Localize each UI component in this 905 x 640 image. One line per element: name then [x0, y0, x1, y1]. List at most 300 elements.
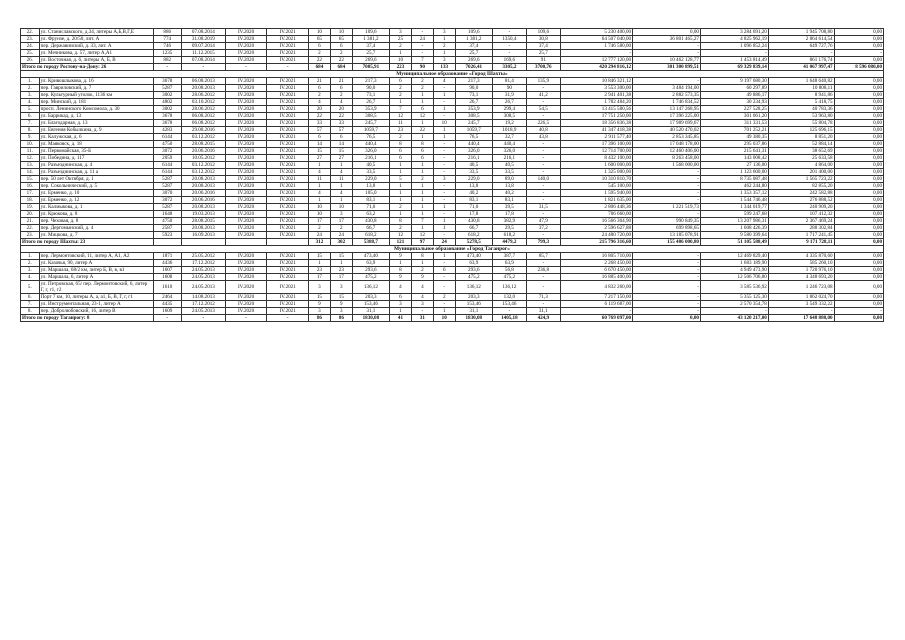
table-cell: 71,0: [352, 204, 389, 211]
table-cell: 9 197 680,30: [700, 78, 768, 85]
table-cell: 49 380,35: [700, 134, 768, 141]
table-cell: -: [267, 64, 309, 71]
table-cell: -: [834, 50, 883, 57]
table-cell: 06.08.2012: [181, 113, 225, 120]
table-cell: 618,2: [352, 232, 389, 239]
table-cell: 8 596 080,00: [834, 64, 883, 71]
table-cell: 216,1: [352, 155, 389, 162]
table-cell: 1 565 723,22: [768, 176, 834, 183]
table-cell: 1608: [153, 274, 181, 281]
table-cell: 0,00: [834, 190, 883, 197]
table-cell: 1: [433, 253, 455, 260]
table-cell: -: [492, 50, 526, 57]
table-cell: IV.2020: [225, 197, 267, 204]
table-cell: 1830,08: [352, 315, 389, 322]
table-cell: 1: [411, 204, 433, 211]
table-cell: 20: [330, 106, 352, 113]
table-cell: 20.06.2016: [181, 190, 225, 197]
table-cell: 1 648 640,82: [768, 78, 834, 85]
table-cell: -: [153, 315, 181, 322]
table-cell: 2587: [153, 225, 181, 232]
table-cell: 4 825 962,19: [700, 36, 768, 43]
table-cell: 17,8: [455, 211, 492, 218]
table-cell: 0,00: [834, 232, 883, 239]
table-cell: 83,1: [455, 197, 492, 204]
table-cell: IV.2020: [225, 225, 267, 232]
table-cell: IV.2021: [267, 281, 309, 294]
table-cell: 85,7: [526, 253, 560, 260]
table-cell: 8: [411, 253, 433, 260]
table-cell: -: [433, 141, 455, 148]
table-cell: 0,00: [834, 183, 883, 190]
table-cell: 0,00: [834, 267, 883, 274]
table-cell: 1 568 000,00: [633, 162, 701, 169]
table-cell: 201 400,00: [768, 169, 834, 176]
table-cell: 37,4: [455, 43, 492, 50]
table-cell: -: [633, 281, 701, 294]
table-cell: 1 381,2: [352, 36, 389, 43]
table-cell: 3002: [153, 106, 181, 113]
address-cell: ул. Победина, д. 117: [39, 155, 153, 162]
address-cell: ул. Баррикад, д. 13: [39, 113, 153, 120]
table-cell: -: [225, 315, 267, 322]
table-cell: 3 553 300,00: [560, 85, 632, 92]
table-cell: 24: [411, 36, 433, 43]
table-cell: -: [433, 274, 455, 281]
table-cell: IV.2021: [267, 169, 309, 176]
table-cell: 153,46: [492, 301, 526, 308]
table-cell: 1 717 241,45: [768, 232, 834, 239]
table-cell: 4: [411, 294, 433, 301]
table-row: [21, 294, 884, 301]
table-cell: 15: [330, 294, 352, 301]
table-cell: 2: [411, 85, 433, 92]
table-cell: 23.: [21, 232, 40, 239]
table-cell: 55 804,78: [768, 120, 834, 127]
table-cell: 326,0: [455, 148, 492, 155]
table-cell: 6144: [153, 134, 181, 141]
table-cell: 132,0: [492, 294, 526, 301]
table-cell: 0,00: [834, 120, 883, 127]
table-cell: -: [433, 148, 455, 155]
table-cell: 26.: [21, 57, 40, 64]
table-cell: 1: [390, 197, 412, 204]
table-cell: 311 331,53: [700, 120, 768, 127]
table-cell: 990 849,35: [633, 218, 701, 225]
table-cell: 12: [411, 232, 433, 239]
table-cell: 24.05.2013: [181, 308, 225, 315]
table-cell: 886: [153, 29, 181, 36]
table-cell: 229,0: [352, 176, 389, 183]
table-cell: 6: [390, 294, 412, 301]
table-cell: IV.2020: [225, 267, 267, 274]
table-cell: IV.2020: [225, 218, 267, 225]
address-cell: пер. Добролюбовский, 16, литер В: [39, 308, 153, 315]
table-cell: 3.: [21, 267, 40, 274]
table-cell: 24.05.2013: [181, 267, 225, 274]
table-cell: 8: [390, 218, 412, 225]
table-cell: 223: [390, 64, 412, 71]
table-cell: -: [526, 301, 560, 308]
table-cell: 269,6: [455, 57, 492, 64]
table-cell: 3 585 536,92: [700, 281, 768, 294]
table-cell: 1: [390, 190, 412, 197]
table-cell: 5 355 125,30: [700, 294, 768, 301]
table-row: [21, 232, 884, 239]
table-cell: 09.07.2014: [181, 43, 225, 50]
table-cell: -: [181, 315, 225, 322]
table-cell: IV.2020: [225, 92, 267, 99]
table-cell: 0,00: [834, 176, 883, 183]
table-cell: 1: [411, 99, 433, 106]
table-cell: 21: [308, 78, 330, 85]
table-cell: 22: [411, 127, 433, 134]
table-cell: 20.08.2013: [181, 176, 225, 183]
table-cell: 2: [390, 85, 412, 92]
table-row: [21, 148, 884, 155]
table-cell: 227 528,25: [700, 106, 768, 113]
table-cell: 33,5: [492, 169, 526, 176]
table-cell: IV.2020: [225, 308, 267, 315]
table-cell: [181, 239, 225, 246]
table-row: [21, 190, 884, 197]
table-cell: 76,5: [352, 134, 389, 141]
table-cell: 7005,91: [352, 64, 389, 71]
table-cell: IV.2020: [225, 50, 267, 57]
table-cell: 18 356 836,38: [560, 120, 632, 127]
table-cell: 3700,76: [526, 64, 560, 71]
table-cell: 27: [308, 155, 330, 162]
table-cell: 9: [330, 301, 352, 308]
table-cell: [225, 239, 267, 246]
table-cell: -: [700, 50, 768, 57]
table-cell: 215 796 316,60: [560, 239, 632, 246]
table-cell: 4: [308, 169, 330, 176]
table-cell: 65: [330, 36, 352, 43]
address-cell: ул. Разъезднинская, д. 11 а: [39, 169, 153, 176]
table-cell: 89,0: [492, 176, 526, 183]
table-cell: 245,7: [352, 120, 389, 127]
table-cell: 6: [411, 155, 433, 162]
table-cell: 2: [411, 267, 433, 274]
table-cell: 3: [330, 308, 352, 315]
table-cell: 0,00: [834, 36, 883, 43]
table-cell: 4: [330, 190, 352, 197]
table-cell: 1: [433, 127, 455, 134]
table-cell: 54,5: [526, 106, 560, 113]
table-row: [21, 127, 884, 134]
table-row: [21, 113, 884, 120]
table-cell: 430,8: [455, 218, 492, 225]
table-cell: 24: [308, 232, 330, 239]
table-cell: 5: [390, 176, 412, 183]
table-cell: 1235: [153, 50, 181, 57]
table-cell: 43,8: [526, 134, 560, 141]
table-cell: 07.08.2014: [181, 29, 225, 36]
table-cell: 462 244,80: [700, 183, 768, 190]
table-cell: -: [492, 29, 526, 36]
address-cell: ул. Восточная, д. 6, литеры А, Б, В: [39, 57, 153, 64]
address-cell: ул. Мицкова, д. 7: [39, 232, 153, 239]
table-cell: 2: [330, 92, 352, 99]
table-row: [21, 29, 884, 36]
table-cell: IV.2021: [267, 134, 309, 141]
table-cell: 3.: [21, 92, 40, 99]
table-cell: 0,00: [834, 239, 883, 246]
table-cell: -: [433, 281, 455, 294]
address-cell: пер. Дергомынский, д. 4: [39, 225, 153, 232]
table-cell: -: [492, 308, 526, 315]
table-cell: 24 480 720,00: [560, 232, 632, 239]
table-cell: 0,00: [834, 315, 883, 322]
table-cell: 64 507 040,00: [560, 36, 632, 43]
table-cell: 1: [433, 134, 455, 141]
table-cell: 33,5: [455, 169, 492, 176]
address-cell: ул. Станиславского, д.34, литеры А,Б,В,Г,Е: [39, 29, 153, 36]
table-cell: 10: [308, 29, 330, 36]
table-cell: 25,7: [352, 50, 389, 57]
table-cell: 63,9: [352, 260, 389, 267]
table-cell: IV.2020: [225, 155, 267, 162]
section-header-row: [21, 246, 884, 253]
table-cell: 9: [390, 253, 412, 260]
table-cell: 20.08.2013: [181, 225, 225, 232]
table-cell: 0,00: [834, 43, 883, 50]
table-cell: 03.12.2012: [181, 169, 225, 176]
table-cell: IV.2021: [267, 92, 309, 99]
total-row: [21, 64, 884, 71]
table-cell: 326,0: [352, 148, 389, 155]
table-cell: -: [560, 308, 632, 315]
table-cell: 3: [433, 176, 455, 183]
table-cell: 17 648 880,00: [768, 315, 834, 322]
table-row: [21, 281, 884, 294]
table-cell: 295 037,86: [700, 141, 768, 148]
table-cell: 4: [330, 169, 352, 176]
table-cell: 12 714 700,00: [560, 148, 632, 155]
table-cell: -: [633, 211, 701, 218]
table-cell: 15: [330, 253, 352, 260]
table-cell: 3072: [153, 197, 181, 204]
table-cell: 23: [390, 127, 412, 134]
table-cell: 17: [308, 218, 330, 225]
table-row: [21, 274, 884, 281]
table-cell: 06.08.2013: [181, 78, 225, 85]
table-cell: 1 746 834,52: [633, 99, 701, 106]
table-cell: 22: [308, 57, 330, 64]
table-cell: -: [433, 113, 455, 120]
table-cell: IV.2021: [267, 211, 309, 218]
table-cell: 3002: [153, 92, 181, 99]
table-cell: 1 608 426,39: [700, 225, 768, 232]
table-cell: 1.: [21, 78, 40, 85]
table-cell: 1610: [153, 281, 181, 294]
table-cell: 3: [308, 281, 330, 294]
table-cell: -: [433, 211, 455, 218]
table-cell: 37,4: [526, 43, 560, 50]
table-cell: 1648: [153, 211, 181, 218]
table-cell: 424,9: [526, 315, 560, 322]
table-cell: 1609: [153, 308, 181, 315]
table-cell: 29.08.2016: [181, 127, 225, 134]
table-cell: 63,9: [492, 260, 526, 267]
table-cell: 17 396 225,00: [633, 113, 701, 120]
table-cell: 16.09.2013: [181, 232, 225, 239]
table-cell: 1: [390, 308, 412, 315]
table-cell: 0,00: [834, 225, 883, 232]
table-cell: 15.: [21, 176, 40, 183]
table-cell: 0,00: [834, 155, 883, 162]
table-cell: 288 302,84: [768, 225, 834, 232]
table-row: [21, 211, 884, 218]
table-cell: 387,7: [492, 253, 526, 260]
table-cell: 8: [390, 141, 412, 148]
total-row: [21, 239, 884, 246]
table-cell: 82 855,20: [768, 183, 834, 190]
table-row: [21, 120, 884, 127]
table-cell: 3 549 332,22: [768, 301, 834, 308]
address-cell: ул. Ерменко, д. 12: [39, 197, 153, 204]
table-cell: -: [633, 50, 701, 57]
table-cell: IV.2021: [267, 57, 309, 64]
table-cell: 0,00: [834, 127, 883, 134]
table-cell: 1 353 357,12: [700, 190, 768, 197]
document-page: [20, 28, 884, 322]
table-cell: 1059,7: [352, 127, 389, 134]
table-cell: 11: [308, 176, 330, 183]
table-cell: 06.08.2012: [181, 120, 225, 127]
address-cell: ул. Разъезднинская, д. 4: [39, 162, 153, 169]
table-cell: IV.2020: [225, 190, 267, 197]
table-cell: 22: [330, 113, 352, 120]
table-cell: 3678: [153, 113, 181, 120]
table-cell: IV.2020: [225, 176, 267, 183]
table-cell: 25.: [21, 50, 40, 57]
address-cell: ул. Инструментальная, 23-1, литер А: [39, 301, 153, 308]
table-cell: -: [633, 301, 701, 308]
table-cell: 5287: [153, 85, 181, 92]
table-cell: 216,1: [455, 155, 492, 162]
table-cell: 10: [433, 120, 455, 127]
table-cell: -: [633, 294, 701, 301]
table-cell: 26,7: [492, 99, 526, 106]
table-cell: 302: [330, 239, 352, 246]
table-cell: 229,0: [455, 176, 492, 183]
table-cell: 24.: [21, 43, 40, 50]
table-cell: 63,9: [455, 260, 492, 267]
table-cell: 90: [492, 85, 526, 92]
table-cell: 14: [308, 141, 330, 148]
table-cell: 6: [308, 85, 330, 92]
table-cell: 2: [308, 50, 330, 57]
table-cell: 12: [411, 113, 433, 120]
table-cell: IV.2020: [225, 36, 267, 43]
table-cell: 12: [390, 232, 412, 239]
table-cell: 135,9: [526, 78, 560, 85]
table-cell: 76,5: [455, 134, 492, 141]
table-cell: 9 580 399,64: [700, 232, 768, 239]
table-cell: 5388,7: [352, 239, 389, 246]
table-cell: 143 008,42: [700, 155, 768, 162]
table-cell: -: [526, 190, 560, 197]
table-cell: -: [153, 64, 181, 71]
table-cell: 5.: [21, 106, 40, 113]
table-cell: 37,4: [352, 43, 389, 50]
table-cell: -: [181, 64, 225, 71]
table-cell: 1: [308, 162, 330, 169]
table-cell: IV.2020: [225, 148, 267, 155]
table-cell: 3678: [153, 78, 181, 85]
table-cell: 2: [308, 92, 330, 99]
address-cell: пер. Чеховая, д. 8: [39, 218, 153, 225]
table-cell: -: [526, 169, 560, 176]
table-cell: 20: [308, 106, 330, 113]
table-cell: 2: [390, 134, 412, 141]
table-cell: 17 989 699,67: [633, 120, 701, 127]
table-cell: -: [433, 190, 455, 197]
table-cell: 26,7: [352, 99, 389, 106]
table-cell: 0,00: [834, 274, 883, 281]
table-cell: 301 061,20: [700, 113, 768, 120]
address-cell: ул. Кривошлыкова, д. 16: [39, 78, 153, 85]
table-cell: 6: [330, 43, 352, 50]
address-cell: ул. Петровская, 65/ пер. Лермонтовский, 6, литер Г, г, г1, г2: [39, 281, 153, 294]
table-cell: 83,1: [352, 197, 389, 204]
table-cell: 2 806 448,36: [560, 204, 632, 211]
table-cell: 71,3: [526, 294, 560, 301]
table-cell: 15: [308, 294, 330, 301]
table-cell: 5278,5: [455, 239, 492, 246]
table-cell: IV.2020: [225, 29, 267, 36]
table-cell: 14.: [21, 169, 40, 176]
table-cell: 3 284 691,20: [700, 29, 768, 36]
table-cell: 0,00: [834, 85, 883, 92]
table-cell: 15: [308, 148, 330, 155]
table-cell: 1: [330, 197, 352, 204]
table-cell: 73,1: [455, 92, 492, 99]
table-cell: -: [633, 183, 701, 190]
table-cell: 269,6: [352, 57, 389, 64]
table-cell: IV.2020: [225, 127, 267, 134]
table-cell: 6: [330, 85, 352, 92]
total-row: [21, 315, 884, 322]
table-row: [21, 78, 884, 85]
table-cell: 31,1: [526, 308, 560, 315]
table-cell: 475,2: [352, 274, 389, 281]
table-cell: -: [633, 78, 701, 85]
table-cell: 40 783,36: [768, 106, 834, 113]
table-cell: -: [433, 169, 455, 176]
table-cell: 90,0: [352, 85, 389, 92]
table-cell: 41,2: [526, 92, 560, 99]
table-cell: 240 909,20: [768, 204, 834, 211]
table-row: [21, 225, 884, 232]
table-cell: IV.2021: [267, 294, 309, 301]
table-cell: IV.2020: [225, 120, 267, 127]
table-cell: 23: [330, 267, 352, 274]
table-cell: IV.2021: [267, 301, 309, 308]
table-cell: 2: [390, 43, 412, 50]
table-cell: 217,3: [352, 78, 389, 85]
table-cell: 6: [390, 155, 412, 162]
table-cell: 1: [433, 204, 455, 211]
table-row: [21, 43, 884, 50]
table-cell: 6144: [153, 169, 181, 176]
table-cell: 12.: [21, 155, 40, 162]
table-cell: 136,12: [492, 281, 526, 294]
table-row: [21, 218, 884, 225]
table-cell: 18.: [21, 197, 40, 204]
